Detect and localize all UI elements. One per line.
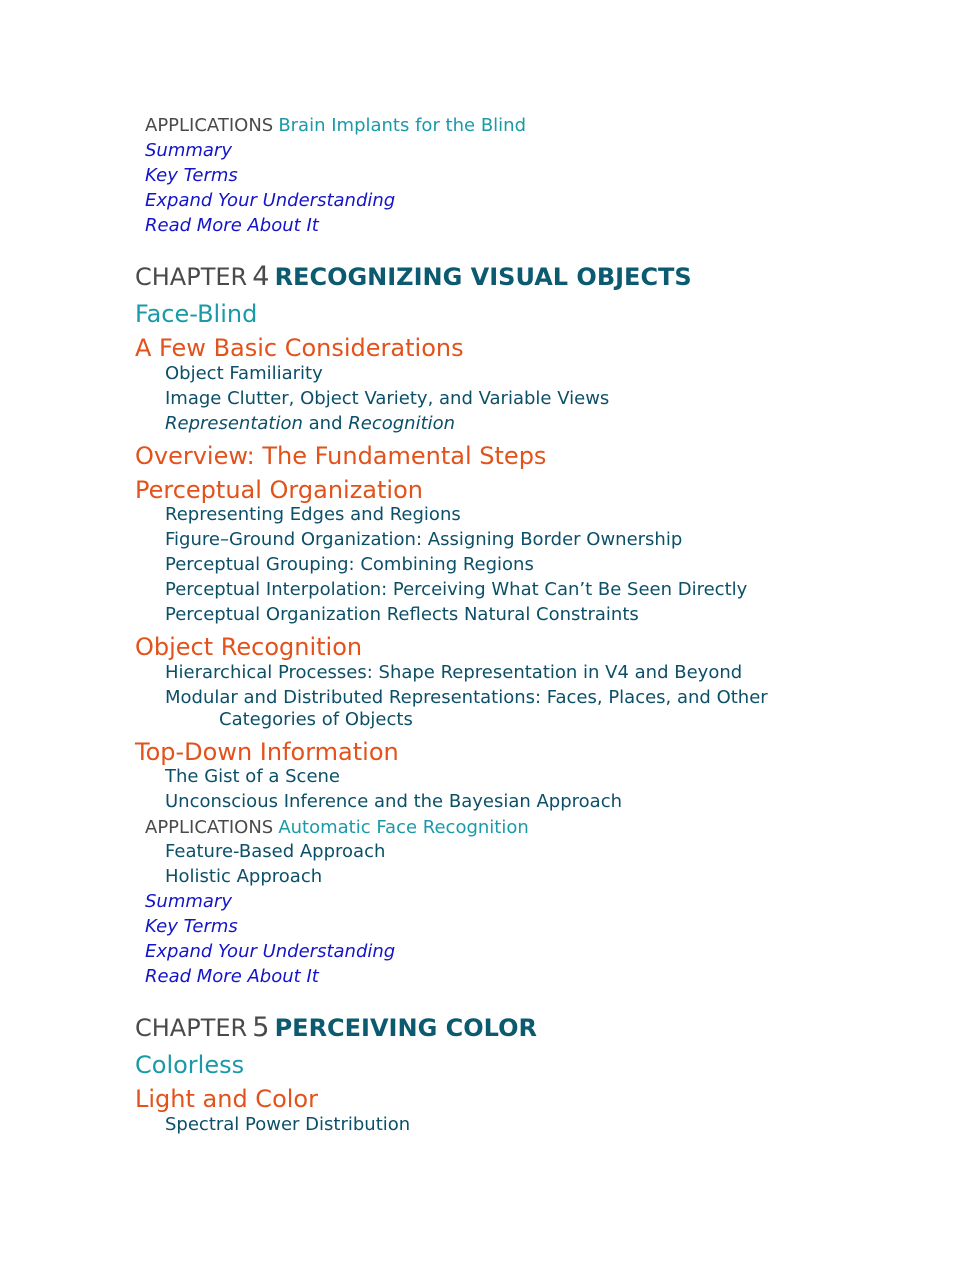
toc-link-key-terms[interactable]: Key Terms bbox=[145, 916, 238, 937]
chapter-number: 4 bbox=[252, 261, 270, 292]
subsection-item[interactable]: Perceptual Interpolation: Perceiving What Can’t Be Seen Directly bbox=[165, 579, 748, 600]
toc-link-read-more[interactable]: Read More About It bbox=[145, 215, 319, 236]
subsection-item[interactable]: Perceptual Organization Reflects Natural Constraints bbox=[165, 604, 639, 625]
subsection-item[interactable] bbox=[165, 415, 455, 433]
chapter-title: PERCEIVING COLOR bbox=[274, 1014, 537, 1042]
subsection-term: Representation bbox=[165, 413, 303, 434]
chapter-vignette[interactable]: Colorless bbox=[135, 1051, 245, 1079]
subsection-item[interactable]: Spectral Power Distribution bbox=[165, 1114, 411, 1135]
toc-link-read-more[interactable]: Read More About It bbox=[145, 966, 319, 987]
subsection-item-continued[interactable]: Categories of Objects bbox=[219, 709, 413, 730]
chapter-title: RECOGNIZING VISUAL OBJECTS bbox=[274, 263, 692, 291]
section-heading[interactable]: A Few Basic Considerations bbox=[135, 334, 464, 362]
section-heading[interactable]: Top-Down Information bbox=[135, 738, 399, 766]
applications-entry[interactable] bbox=[145, 819, 529, 837]
toc-link-summary[interactable]: Summary bbox=[145, 140, 232, 161]
applications-title[interactable]: Brain Implants for the Blind bbox=[278, 115, 527, 136]
subsection-item[interactable]: Image Clutter, Object Variety, and Variable Views bbox=[165, 388, 610, 409]
applications-label: APPLICATIONS bbox=[145, 817, 274, 838]
toc-link-expand-understanding[interactable]: Expand Your Understanding bbox=[145, 190, 396, 211]
subsection-conjunction: and bbox=[308, 413, 343, 434]
subsection-item[interactable]: Representing Edges and Regions bbox=[165, 504, 461, 525]
subsection-item[interactable]: Perceptual Grouping: Combining Regions bbox=[165, 554, 534, 575]
chapter-vignette[interactable]: Face-Blind bbox=[135, 300, 258, 328]
toc-link-summary[interactable]: Summary bbox=[145, 891, 232, 912]
subsection-item[interactable]: Modular and Distributed Representations: Faces, Places, and Other bbox=[165, 687, 768, 708]
subsection-item[interactable]: Holistic Approach bbox=[165, 866, 323, 887]
chapter-heading[interactable] bbox=[135, 263, 692, 290]
chapter-label: CHAPTER bbox=[135, 1014, 248, 1042]
section-heading[interactable]: Overview: The Fundamental Steps bbox=[135, 442, 547, 470]
subsection-item[interactable]: Hierarchical Processes: Shape Representation in V4 and Beyond bbox=[165, 662, 743, 683]
chapter-number: 5 bbox=[252, 1012, 270, 1043]
applications-title[interactable]: Automatic Face Recognition bbox=[278, 817, 529, 838]
toc-link-key-terms[interactable]: Key Terms bbox=[145, 165, 238, 186]
subsection-item[interactable]: Unconscious Inference and the Bayesian Approach bbox=[165, 791, 623, 812]
section-heading[interactable]: Perceptual Organization bbox=[135, 476, 423, 504]
subsection-item[interactable]: Object Familiarity bbox=[165, 363, 323, 384]
toc-link-expand-understanding[interactable]: Expand Your Understanding bbox=[145, 941, 396, 962]
subsection-term: Recognition bbox=[348, 413, 456, 434]
section-heading[interactable]: Light and Color bbox=[135, 1085, 318, 1113]
applications-entry[interactable] bbox=[145, 117, 526, 135]
section-heading[interactable]: Object Recognition bbox=[135, 633, 363, 661]
subsection-item[interactable]: Feature-Based Approach bbox=[165, 841, 386, 862]
subsection-item[interactable]: The Gist of a Scene bbox=[165, 766, 341, 787]
chapter-heading[interactable] bbox=[135, 1014, 537, 1041]
applications-label: APPLICATIONS bbox=[145, 115, 274, 136]
chapter-label: CHAPTER bbox=[135, 263, 248, 291]
subsection-item[interactable]: Figure–Ground Organization: Assigning Border Ownership bbox=[165, 529, 683, 550]
